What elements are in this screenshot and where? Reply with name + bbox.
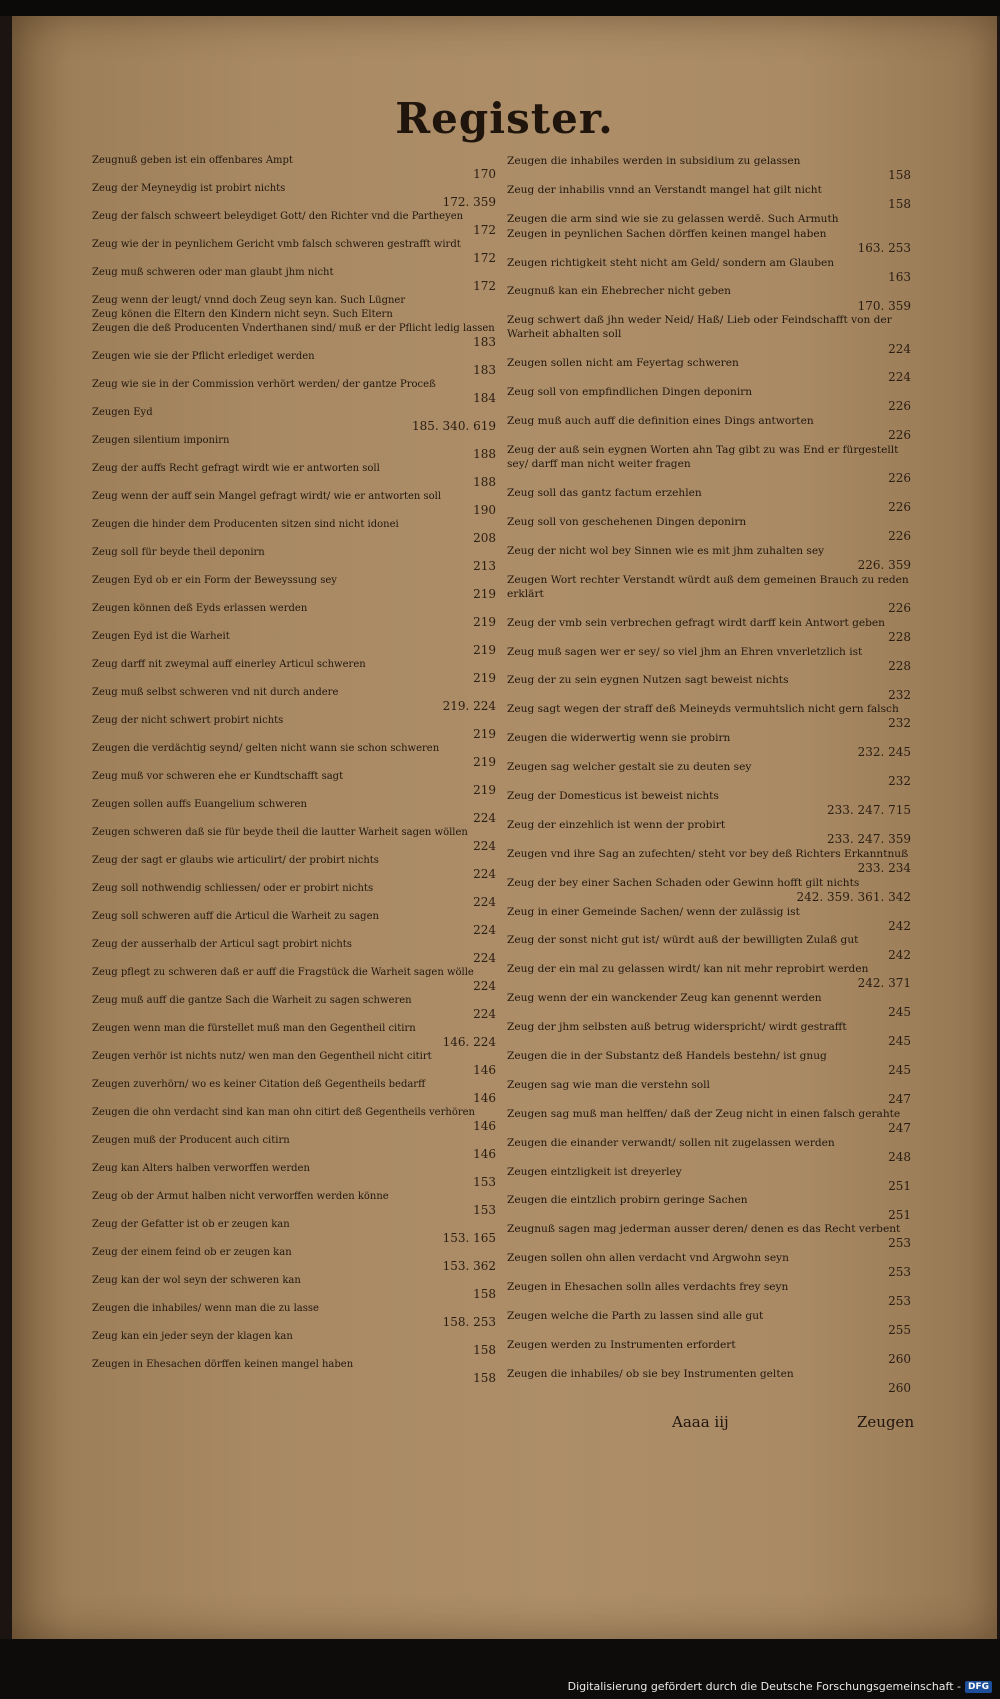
entry-page-ref: 232 xyxy=(888,687,911,702)
entry-text: Zeug der falsch schweert beleydiget Gott/ den Richter vnd die Partheyen xyxy=(92,211,464,222)
entry-text: Zeug muß schweren oder man glaubt jhm nicht xyxy=(92,267,334,278)
entry-page-ref: 188 xyxy=(473,475,496,490)
index-entry xyxy=(507,1193,917,1221)
entry-page-ref: 153 xyxy=(473,1175,496,1190)
index-entry xyxy=(92,1050,502,1077)
entry-page-ref: 158 xyxy=(473,1343,496,1358)
entry-text: Zeugen die inhabiles/ ob sie bey Instrumenten gelten xyxy=(507,1367,794,1380)
index-entry xyxy=(507,731,917,759)
index-entry xyxy=(92,518,502,545)
index-entry xyxy=(92,770,502,797)
index-entry xyxy=(507,183,917,211)
entry-page-ref: 158 xyxy=(888,196,911,211)
entry-text: Zeug pflegt zu schweren daß er auff die Fragstück die Warheit sagen wölle xyxy=(92,967,474,978)
entry-page-ref: 188 xyxy=(473,447,496,462)
index-entry xyxy=(507,905,917,933)
index-entry xyxy=(92,574,502,601)
entry-page-ref: 245 xyxy=(888,1063,911,1078)
entry-text: Zeugen die eintzlich probirn geringe Sachen xyxy=(507,1194,748,1207)
entry-page-ref: 242. 371 xyxy=(857,976,911,991)
entry-text: Zeug soll von geschehenen Dingen deponirn xyxy=(507,515,747,528)
entry-text: Zeugen die arm sind wie sie zu gelassen werdē. Such Armuth xyxy=(507,212,839,225)
index-entry xyxy=(92,1022,502,1049)
entry-page-ref: 158. 253 xyxy=(442,1315,496,1330)
entry-page-ref: 253 xyxy=(888,1294,911,1309)
index-entry xyxy=(507,1251,917,1279)
signature-mark: Aaaa iij xyxy=(672,1413,729,1431)
entry-text: Zeugen die widerwertig wenn sie probirn xyxy=(507,732,731,745)
entry-text: Zeugen muß der Producent auch citirn xyxy=(92,1135,290,1146)
entry-text: Zeug muß selbst schweren vnd nit durch andere xyxy=(92,687,339,698)
index-entry xyxy=(507,760,917,788)
entry-page-ref: 219 xyxy=(473,671,496,686)
entry-text: Zeug muß sagen wer er sey/ so viel jhm an Ehren vnverletzlich ist xyxy=(507,645,863,658)
entry-page-ref: 213 xyxy=(473,559,496,574)
entry-page-ref: 226 xyxy=(888,500,911,515)
index-entry xyxy=(507,573,917,615)
entry-page-ref: 163. 253 xyxy=(857,240,911,255)
index-entry xyxy=(507,1309,917,1337)
index-entry xyxy=(507,1049,917,1077)
entry-text: Zeugen silentium imponirn xyxy=(92,435,230,446)
index-entry xyxy=(92,630,502,657)
index-entry xyxy=(507,1020,917,1048)
entry-page-ref: 245 xyxy=(888,1005,911,1020)
index-entry xyxy=(92,238,502,265)
index-entry xyxy=(92,1302,502,1329)
index-entry xyxy=(507,847,917,875)
entry-text: Zeugen Wort rechter Verstandt würdt auß dem gemeinen Brauch zu reden erklärt xyxy=(507,573,909,600)
entry-page-ref: 232 xyxy=(888,774,911,789)
index-entry xyxy=(92,1078,502,1105)
entry-text: Zeug der ausserhalb der Articul sagt probirt nichts xyxy=(92,939,352,950)
entry-text: Zeug könen die Eltern den Kindern nicht seyn. Such Eltern xyxy=(92,309,393,320)
entry-text: Zeug der sonst nicht gut ist/ würdt auß der bewilligten Zulaß gut xyxy=(507,934,859,947)
entry-text: Zeugen welche die Parth zu lassen sind alle gut xyxy=(507,1310,764,1323)
entry-text: Zeug der Domesticus ist beweist nichts xyxy=(507,789,719,802)
index-entry xyxy=(507,385,917,413)
entry-page-ref: 228 xyxy=(888,629,911,644)
entry-page-ref: 253 xyxy=(888,1236,911,1251)
entry-text: Zeug wie sie in der Commission verhört werden/ der gantze Proceß xyxy=(92,379,436,390)
top-border xyxy=(0,0,1000,16)
entry-text: Zeug kan der wol seyn der schweren kan xyxy=(92,1275,301,1286)
index-entry xyxy=(92,490,502,517)
entry-page-ref: 158 xyxy=(473,1371,496,1386)
entry-page-ref: 232. 245 xyxy=(857,745,911,760)
entry-text: Zeug der inhabilis vnnd an Verstandt mangel hat gilt nicht xyxy=(507,183,822,196)
entry-text: Zeugen in Ehesachen solln alles verdachts frey seyn xyxy=(507,1281,789,1294)
entry-text: Zeug der Meyneydig ist probirt nichts xyxy=(92,183,286,194)
entry-page-ref: 224 xyxy=(473,811,496,826)
entry-text: Zeugen vnd ihre Sag an zufechten/ steht vor bey deß Richters Erkanntnuß xyxy=(507,847,909,860)
entry-text: Zeug wenn der auff sein Mangel gefragt wirdt/ wie er antworten soll xyxy=(92,491,442,502)
index-entry xyxy=(92,882,502,909)
entry-text: Zeugen die deß Producenten Vnderthanen sind/ muß er der Pflicht ledig lassen xyxy=(92,323,495,334)
entry-page-ref: 233. 247. 359 xyxy=(827,831,911,846)
entry-text: Zeug ob der Armut halben nicht verworffen werden könne xyxy=(92,1191,389,1202)
entry-text: Zeug wenn der leugt/ vnnd doch Zeug seyn kan. Such Lügner xyxy=(92,295,406,306)
entry-page-ref: 172 xyxy=(473,279,496,294)
index-entry xyxy=(507,1136,917,1164)
index-entry xyxy=(92,406,502,433)
entry-text: Zeugen Eyd ist die Warheit xyxy=(92,631,230,642)
index-entry xyxy=(92,602,502,629)
entry-text: Zeug schwert daß jhn weder Neid/ Haß/ Lieb oder Feindschafft von der Warheit abhalten soll xyxy=(507,314,892,341)
index-entry xyxy=(92,658,502,685)
entry-text: Zeugen die einander verwandt/ sollen nit zugelassen werden xyxy=(507,1136,835,1149)
entry-text: Zeugen die ohn verdacht sind kan man ohn citirt deß Gegentheils verhören xyxy=(92,1107,475,1118)
entry-text: Zeug kan Alters halben verworffen werden xyxy=(92,1163,310,1174)
index-entry xyxy=(507,1367,917,1395)
index-entry xyxy=(507,256,917,284)
index-entry xyxy=(507,212,917,226)
index-entry xyxy=(507,515,917,543)
entry-page-ref: 226 xyxy=(888,399,911,414)
entry-text: Zeug der einem feind ob er zeugen kan xyxy=(92,1247,292,1258)
digitization-credit xyxy=(568,1680,992,1693)
entry-text: Zeug soll nothwendig schliessen/ oder er probirt nichts xyxy=(92,883,374,894)
entry-page-ref: 172. 359 xyxy=(442,195,496,210)
entry-text: Zeug der ein mal zu gelassen wirdt/ kan nit mehr reprobirt werden xyxy=(507,963,869,976)
entry-text: Zeug der einzehlich ist wenn der probirt xyxy=(507,818,726,831)
entry-page-ref: 247 xyxy=(888,1120,911,1135)
index-entry xyxy=(507,1165,917,1193)
entry-text: Zeugnuß kan ein Ehebrecher nicht geben xyxy=(507,285,732,298)
entry-page-ref: 226 xyxy=(888,428,911,443)
entry-page-ref: 242 xyxy=(888,918,911,933)
entry-text: Zeug der bey einer Sachen Schaden oder Gewinn hofft gilt nichts xyxy=(507,876,860,889)
entry-text: Zeugen in Ehesachen dörffen keinen mangel haben xyxy=(92,1359,354,1370)
index-entry xyxy=(507,1078,917,1106)
entry-text: Zeugen wie sie der Pflicht erlediget werden xyxy=(92,351,315,362)
page-footer xyxy=(12,1413,997,1437)
entry-page-ref: 153 xyxy=(473,1203,496,1218)
entry-text: Zeug soll von empfindlichen Dingen deponirn xyxy=(507,386,753,399)
index-entry xyxy=(92,462,502,489)
index-column-right xyxy=(507,154,917,1396)
index-entry xyxy=(92,798,502,825)
entry-text: Zeug kan ein jeder seyn der klagen kan xyxy=(92,1331,293,1342)
index-entry xyxy=(507,616,917,644)
index-entry xyxy=(507,313,917,355)
index-entry xyxy=(507,933,917,961)
entry-page-ref: 163 xyxy=(888,269,911,284)
index-entry xyxy=(507,673,917,701)
entry-text: Zeug wenn der ein wanckender Zeug kan genennt werden xyxy=(507,992,822,1005)
entry-page-ref: 158 xyxy=(888,168,911,183)
entry-text: Zeug der sagt er glaubs wie articulirt/ der probirt nichts xyxy=(92,855,379,866)
entry-text: Zeugen schweren daß sie für beyde theil die lautter Warheit sagen wöllen xyxy=(92,827,468,838)
index-entry xyxy=(92,910,502,937)
entry-page-ref: 224 xyxy=(473,1007,496,1022)
index-entry xyxy=(92,294,502,307)
entry-page-ref: 146 xyxy=(473,1119,496,1134)
index-entry xyxy=(507,789,917,817)
entry-page-ref: 208 xyxy=(473,531,496,546)
entry-page-ref: 146 xyxy=(473,1063,496,1078)
entry-text: Zeug der jhm selbsten auß betrug widerspricht/ wirdt gestrafft xyxy=(507,1021,847,1034)
catchword: Zeugen xyxy=(857,1413,915,1431)
entry-page-ref: 219 xyxy=(473,643,496,658)
index-entry xyxy=(92,308,502,321)
entry-page-ref: 219 xyxy=(473,587,496,602)
entry-page-ref: 183 xyxy=(473,363,496,378)
entry-text: Zeugen eintzligkeit ist dreyerley xyxy=(507,1165,682,1178)
index-entry xyxy=(92,350,502,377)
entry-page-ref: 184 xyxy=(473,391,496,406)
entry-page-ref: 153. 362 xyxy=(442,1259,496,1274)
index-entry xyxy=(92,966,502,993)
index-entry xyxy=(507,1222,917,1250)
index-column-left xyxy=(92,154,502,1386)
entry-page-ref: 251 xyxy=(888,1207,911,1222)
entry-text: Zeugen wenn man die fürstellet muß man den Gegentheil citirn xyxy=(92,1023,416,1034)
entry-page-ref: 242. 359. 361. 342 xyxy=(796,889,911,904)
index-entry xyxy=(92,742,502,769)
entry-text: Zeug in einer Gemeinde Sachen/ wenn der zulässig ist xyxy=(507,905,800,918)
entry-text: Zeug sagt wegen der straff deß Meineyds vermuhtslich nicht gern falsch xyxy=(507,703,899,716)
entry-page-ref: 233. 247. 715 xyxy=(827,803,911,818)
index-entry xyxy=(92,1274,502,1301)
index-entry xyxy=(507,645,917,673)
entry-page-ref: 219 xyxy=(473,615,496,630)
index-entry xyxy=(507,284,917,312)
entry-page-ref: 224 xyxy=(473,895,496,910)
entry-text: Zeug soll das gantz factum erzehlen xyxy=(507,486,702,499)
entry-text: Zeug soll für beyde theil deponirn xyxy=(92,547,265,558)
index-entry xyxy=(92,210,502,237)
entry-page-ref: 224 xyxy=(473,979,496,994)
entry-page-ref: 245 xyxy=(888,1034,911,1049)
index-entry xyxy=(92,938,502,965)
entry-page-ref: 226 xyxy=(888,528,911,543)
index-entry xyxy=(507,544,917,572)
entry-text: Zeugen verhör ist nichts nutz/ wen man den Gegentheil nicht citirt xyxy=(92,1051,432,1062)
entry-page-ref: 224 xyxy=(888,341,911,356)
index-entry xyxy=(92,1330,502,1357)
entry-text: Zeug der vmb sein verbrechen gefragt wirdt darff kein Antwort geben xyxy=(507,616,885,629)
entry-text: Zeugen in peynlichen Sachen dörffen keinen mangel haben xyxy=(507,227,827,240)
entry-text: Zeugnuß sagen mag jederman ausser deren/ denen es das Recht verbent xyxy=(507,1223,901,1236)
index-entry xyxy=(92,1162,502,1189)
entry-text: Zeug der nicht schwert probirt nichts xyxy=(92,715,284,726)
index-entry xyxy=(507,876,917,904)
entry-text: Zeugen richtigkeit steht nicht am Geld/ sondern am Glauben xyxy=(507,256,835,269)
entry-text: Zeugen die verdächtig seynd/ gelten nicht wann sie schon schweren xyxy=(92,743,440,754)
entry-page-ref: 260 xyxy=(888,1380,911,1395)
entry-page-ref: 146 xyxy=(473,1091,496,1106)
index-entry xyxy=(507,414,917,442)
entry-page-ref: 251 xyxy=(888,1178,911,1193)
index-entry xyxy=(92,686,502,713)
index-entry xyxy=(507,154,917,182)
index-entry xyxy=(92,434,502,461)
entry-text: Zeugen sollen auffs Euangelium schweren xyxy=(92,799,307,810)
entry-text: Zeug wie der in peynlichem Gericht vmb falsch schweren gestrafft wirdt xyxy=(92,239,461,250)
entry-page-ref: 219 xyxy=(473,783,496,798)
entry-page-ref: 170. 359 xyxy=(857,298,911,313)
entry-page-ref: 190 xyxy=(473,503,496,518)
entry-text: Zeug muß vor schweren ehe er Kundtschafft sagt xyxy=(92,771,344,782)
entry-text: Zeug der Gefatter ist ob er zeugen kan xyxy=(92,1219,290,1230)
entry-page-ref: 224 xyxy=(473,839,496,854)
entry-page-ref: 226 xyxy=(888,600,911,615)
index-entry xyxy=(92,182,502,209)
index-entry xyxy=(92,994,502,1021)
index-entry xyxy=(507,227,917,255)
index-entry xyxy=(507,991,917,1019)
entry-page-ref: 224 xyxy=(473,951,496,966)
entry-text: Zeugen sollen nicht am Feyertag schweren xyxy=(507,357,739,370)
index-entry xyxy=(507,1280,917,1308)
index-entry xyxy=(507,1338,917,1366)
index-entry xyxy=(507,1107,917,1135)
entry-text: Zeugen Eyd ob er ein Form der Beweyssung sey xyxy=(92,575,337,586)
entry-page-ref: 146. 224 xyxy=(442,1035,496,1050)
index-entry xyxy=(507,818,917,846)
entry-page-ref: 219 xyxy=(473,727,496,742)
entry-text: Zeugen sag wie man die verstehn soll xyxy=(507,1078,710,1091)
entry-text: Zeug darff nit zweymal auff einerley Articul schweren xyxy=(92,659,366,670)
index-entry xyxy=(92,266,502,293)
entry-text: Zeugen können deß Eyds erlassen werden xyxy=(92,603,308,614)
index-entry xyxy=(507,356,917,384)
entry-text: Zeugnuß geben ist ein offenbares Ampt xyxy=(92,155,293,166)
entry-text: Zeug muß auff die gantze Sach die Warheit zu sagen schweren xyxy=(92,995,412,1006)
index-entry xyxy=(92,546,502,573)
entry-page-ref: 242 xyxy=(888,947,911,962)
entry-page-ref: 219 xyxy=(473,755,496,770)
entry-page-ref: 226 xyxy=(888,471,911,486)
entry-text: Zeugen die in der Substantz deß Handels bestehn/ ist gnug xyxy=(507,1050,827,1062)
entry-page-ref: 248 xyxy=(888,1149,911,1164)
entry-page-ref: 146 xyxy=(473,1147,496,1162)
index-entry xyxy=(507,443,917,485)
entry-page-ref: 224 xyxy=(888,370,911,385)
entry-page-ref: 172 xyxy=(473,223,496,238)
entry-text: Zeug der nicht wol bey Sinnen wie es mit jhm zuhalten sey xyxy=(507,544,825,557)
index-entry xyxy=(92,1218,502,1245)
entry-page-ref: 224 xyxy=(473,923,496,938)
entry-page-ref: 172 xyxy=(473,251,496,266)
entry-text: Zeugen Eyd xyxy=(92,407,153,418)
entry-page-ref: 228 xyxy=(888,658,911,673)
entry-text: Zeug der auß sein eygnen Worten ahn Tag gibt zu was End er fürgestellt sey/ darff man nicht weiter fragen xyxy=(507,444,899,471)
index-entry xyxy=(92,1246,502,1273)
entry-page-ref: 247 xyxy=(888,1091,911,1106)
entry-text: Zeug der auffs Recht gefragt wirdt wie er antworten soll xyxy=(92,463,380,474)
entry-page-ref: 224 xyxy=(473,867,496,882)
index-entry xyxy=(507,962,917,990)
index-entry xyxy=(92,854,502,881)
entry-page-ref: 232 xyxy=(888,716,911,731)
entry-page-ref: 255 xyxy=(888,1323,911,1338)
entry-text: Zeugen sollen ohn allen verdacht vnd Argwohn seyn xyxy=(507,1252,789,1265)
entry-text: Zeugen die inhabiles/ wenn man die zu lasse xyxy=(92,1303,319,1314)
index-entry xyxy=(92,714,502,741)
entry-text: Zeug der zu sein eygnen Nutzen sagt beweist nichts xyxy=(507,674,789,687)
entry-page-ref: 183 xyxy=(473,335,496,350)
index-entry xyxy=(507,702,917,730)
entry-page-ref: 253 xyxy=(888,1265,911,1280)
entry-page-ref: 260 xyxy=(888,1352,911,1366)
entry-text: Zeug muß auch auff die definition eines Dings antworten xyxy=(507,415,814,428)
entry-text: Zeugen zuverhörn/ wo es keiner Citation deß Gegentheils bedarff xyxy=(92,1079,426,1090)
entry-page-ref: 233. 234 xyxy=(857,860,911,875)
page-title: Register. xyxy=(395,94,614,143)
entry-page-ref: 226. 359 xyxy=(857,557,911,572)
entry-text: Zeugen die inhabiles werden in subsidium zu gelassen xyxy=(507,155,801,167)
index-entry xyxy=(507,486,917,514)
book-page xyxy=(12,16,997,1639)
entry-text: Zeugen sag welcher gestalt sie zu deuten sey xyxy=(507,761,752,774)
index-entry xyxy=(92,1106,502,1133)
index-entry xyxy=(92,826,502,853)
entry-text: Zeug soll schweren auff die Articul die Warheit zu sagen xyxy=(92,911,379,922)
entry-page-ref: 185. 340. 619 xyxy=(412,419,496,434)
credit-text: Digitalisierung gefördert durch die Deutsche Forschungsgemeinschaft - xyxy=(567,1680,961,1693)
entry-text: Zeugen sag muß man helffen/ daß der Zeug nicht in einen falsch gerahte xyxy=(507,1107,901,1120)
index-entry xyxy=(92,1134,502,1161)
index-entry xyxy=(92,322,502,349)
entry-text: Zeugen die hinder dem Producenten sitzen sind nicht idonei xyxy=(92,519,399,530)
index-entry xyxy=(92,1358,502,1385)
index-entry xyxy=(92,154,502,181)
entry-page-ref: 219. 224 xyxy=(442,699,496,714)
entry-page-ref: 153. 165 xyxy=(442,1231,496,1246)
index-entry xyxy=(92,378,502,405)
entry-page-ref: 170 xyxy=(473,167,496,182)
dfg-logo: DFG xyxy=(965,1681,992,1693)
index-entry xyxy=(92,1190,502,1217)
entry-text: Zeugen werden zu Instrumenten erfordert xyxy=(507,1338,736,1351)
entry-page-ref: 158 xyxy=(473,1287,496,1302)
